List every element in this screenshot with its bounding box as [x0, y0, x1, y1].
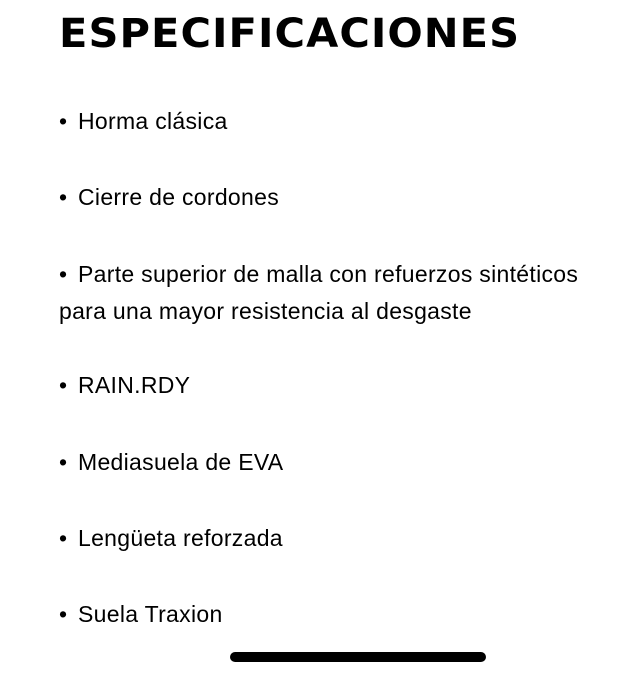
spec-item-rain-rdy [59, 367, 640, 404]
spec-item-horma [59, 103, 640, 140]
spec-text: Mediasuela de EVA [78, 449, 284, 475]
bullet-icon: • [59, 108, 68, 134]
bullet-icon: • [59, 525, 68, 551]
spec-text: Suela Traxion [78, 601, 223, 627]
spec-text: RAIN.RDY [78, 372, 191, 398]
bullet-icon: • [59, 372, 68, 398]
spec-text-continuation: para una mayor resistencia al desgaste [59, 298, 472, 324]
home-indicator[interactable] [230, 652, 486, 662]
spec-text: Horma clásica [78, 108, 228, 134]
spec-item-mediasuela [59, 444, 640, 481]
page-title: ESPECIFICACIONES [59, 11, 521, 57]
spec-text: Lengüeta reforzada [78, 525, 283, 551]
bullet-icon: • [59, 601, 68, 627]
spec-item-cierre [59, 179, 640, 216]
spec-text: Parte superior de malla con refuerzos sintéticos [78, 261, 579, 287]
spec-item-parte-superior [59, 256, 640, 330]
spec-item-suela [59, 596, 640, 633]
bullet-icon: • [59, 184, 68, 210]
bullet-icon: • [59, 261, 68, 287]
bullet-icon: • [59, 449, 68, 475]
spec-item-lengueta [59, 520, 640, 557]
spec-text: Cierre de cordones [78, 184, 280, 210]
